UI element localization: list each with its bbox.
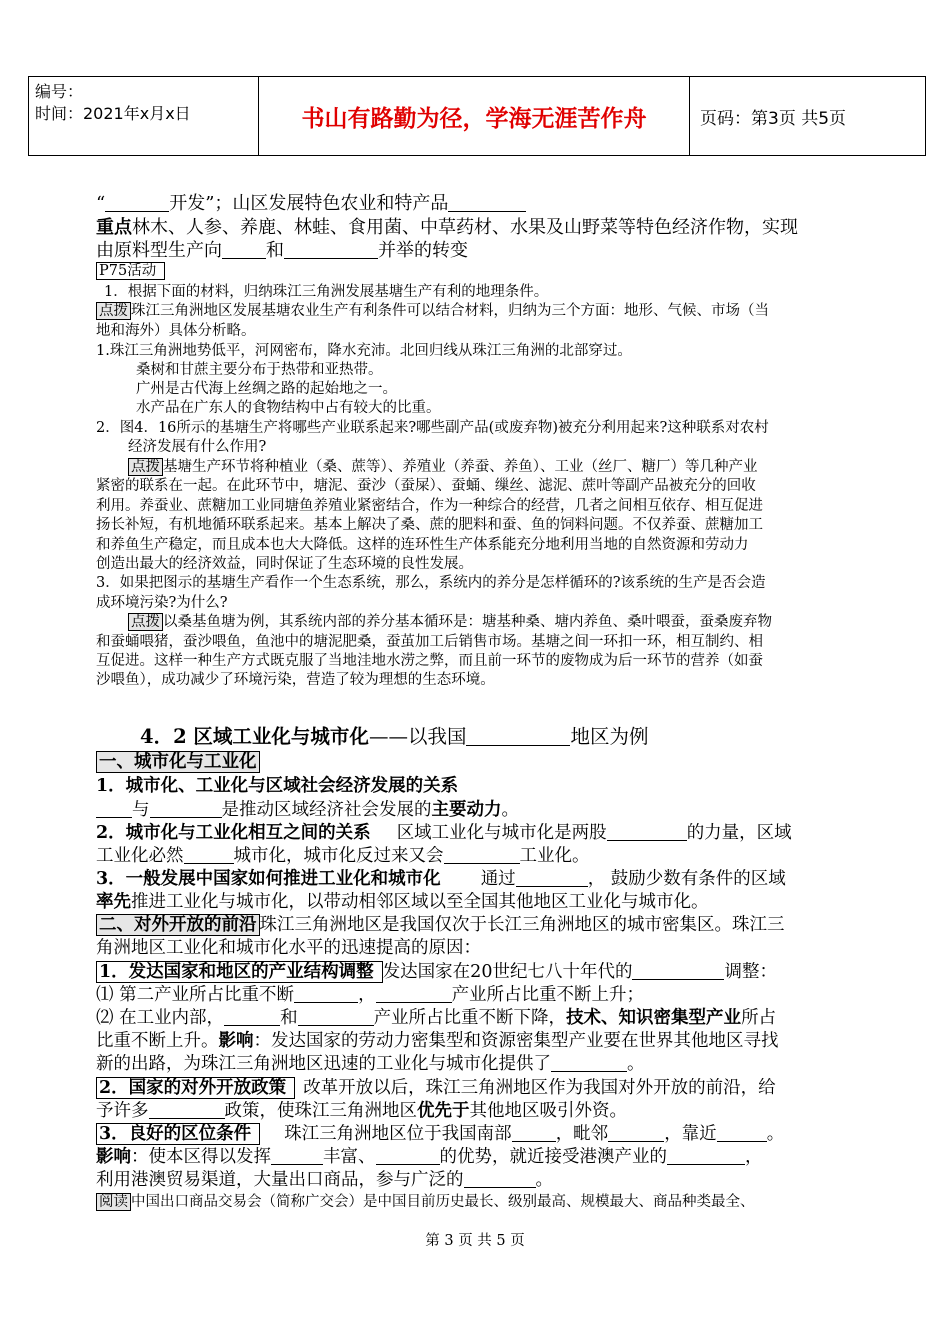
section-title: 4．2 区域工业化与城市化——以我国 地区为例 bbox=[140, 725, 649, 748]
hint-tag: 点拨 bbox=[96, 302, 131, 320]
text-line: 经济发展有什么作用? bbox=[128, 439, 267, 455]
text-line: 2．图4．16所示的基塘生产将哪些产业联系起来?哪些副产品(或废弃物)被充分利用起来?这种联系对农村 bbox=[96, 420, 769, 436]
text-line: 率先推进工业化与城市化，以带动相邻区域以至全国其他地区工业化与城市化。 bbox=[96, 892, 709, 912]
activity-label: P75活动 bbox=[96, 259, 165, 280]
text-line: 桑树和甘蔗主要分布于热带和亚热带。 bbox=[136, 362, 383, 378]
text-line: 点拨 珠江三角洲地区发展基塘农业生产有利条件可以结合材料，归纳为三个方面：地形、气候、市场（当 bbox=[96, 299, 769, 320]
text-line: 和蚕蛹喂猪，蚕沙喂鱼，鱼池中的塘泥肥桑，蚕茧加工后销售市场。基塘之间一环扣一环，相互制约、相 bbox=[96, 634, 763, 650]
text-line: 由原料型生产向 和 并举的转变 bbox=[96, 240, 468, 261]
text-line: 创造出最大的经济效益，同时保证了生态环境的良性发展。 bbox=[96, 556, 473, 572]
text-line: 广州是古代海上丝绸之路的起始地之一。 bbox=[136, 381, 397, 397]
hint-tag: 点拨 bbox=[128, 458, 163, 476]
text-line: 与 是推动区域经济社会发展的主要动力。 bbox=[96, 796, 519, 821]
text-line: 影响：使本区得以发挥 丰富、 的优势，就近接受港澳产业的 ， bbox=[96, 1147, 763, 1167]
header-meta bbox=[29, 77, 259, 155]
text-line: 3．如果把图示的基塘生产看作一个生态系统，那么，系统内的养分是怎样循环的?该系统的生产是否会造 bbox=[96, 575, 766, 591]
text-line: 1.珠江三角洲地势低平，河网密布，降水充沛。北回归线从珠江三角洲的北部穿过。 bbox=[96, 343, 632, 359]
text-line: 角洲地区工业化和城市化水平的迅速提高的原因： bbox=[96, 938, 481, 958]
text-line: 点拨 基塘生产环节将种植业（桑、蔗等）、养殖业（养蚕、养鱼）、工业（丝厂、糖厂）等几种产业 bbox=[128, 455, 758, 476]
text-line: 新的出路，为珠江三角洲地区迅速的工业化与城市化提供了 。 bbox=[96, 1054, 645, 1074]
text-line: 阅读 中国出口商品交易会（简称广交会）是中国目前历史最长、级别最高、规模最大、商品种类最全、 bbox=[96, 1190, 755, 1211]
text-line: 水产品在广东人的食物结构中占有较大的比重。 bbox=[136, 400, 441, 416]
text-line: 互促进。这样一种生产方式既克服了当地洼地水涝之弊，而且前一环节的废物成为后一环节的营养（如蚕 bbox=[96, 653, 763, 669]
text-line: “ 开发”；山区发展特色农业和特产品 bbox=[96, 189, 526, 215]
text-line: 工业化必然 城市化，城市化反过来又会 工业化。 bbox=[96, 846, 590, 866]
header-table bbox=[28, 76, 926, 156]
text-line: 予许多 政策，使珠江三角洲地区优先于其他地区吸引外资。 bbox=[96, 1101, 627, 1121]
point-title: 1．城市化、工业化与区域社会经济发展的关系 bbox=[96, 776, 459, 796]
text-line: 紧密的联系在一起。在此环节中，塘泥、蚕沙（蚕屎）、蚕蛹、缫丝、滤泥、蔗叶等副产品被充分的回收 bbox=[96, 478, 756, 494]
text-line: 扬长补短，有机地循环联系起来。基本上解决了桑、蔗的肥料和蚕、鱼的饲料问题。不仅养蚕、蔗糖加工 bbox=[96, 517, 763, 533]
text-line: 3．一般发展中国家如何推进工业化和城市化 通过 ， 鼓励少数有条件的区域 bbox=[96, 869, 786, 889]
text-line: ⑵ 在工业内部， 和 产业所占比重不断下降，技术、知识密集型产业所占 bbox=[96, 1008, 777, 1028]
text-line: 比重不断上升。影响：发达国家的劳动力密集型和资源密集型产业要在世界其他地区寻找 bbox=[96, 1031, 779, 1051]
text-line: ⑴ 第二产业所占比重不断 ， 产业所占比重不断上升； bbox=[96, 985, 645, 1005]
subsection-heading: 二、对外开放的前沿 bbox=[96, 914, 260, 936]
motto: 书山有路勤为径，学海无涯苦作舟 bbox=[259, 77, 690, 155]
text-line: 3．良好的区位条件 珠江三角洲地区位于我国南部 ，毗邻 ，靠近 。 bbox=[96, 1120, 784, 1145]
text-line: 地和海外）具体分析略。 bbox=[96, 323, 256, 339]
number-label: 编号： bbox=[35, 82, 84, 101]
text-line: 成环境污染?为什么? bbox=[96, 595, 228, 611]
hint-tag: 点拨 bbox=[128, 613, 163, 631]
text-line: 2．城市化与工业化相互之间的关系 区域工业化与城市化是两股 的力量，区域 bbox=[96, 823, 792, 843]
text-line: 1．根据下面的材料，归纳珠江三角洲发展基塘生产有利的地理条件。 bbox=[104, 284, 549, 300]
page-footer: 第 3 页 共 5 页 bbox=[425, 1233, 525, 1249]
text-line: 沙喂鱼），成功减少了环境污染，营造了较为理想的生态环境。 bbox=[96, 672, 495, 688]
key-point-tag: 重点 bbox=[96, 217, 132, 238]
time-label: 时间：2021年x月x日 bbox=[35, 104, 191, 123]
subsection-heading: 一、城市化与工业化 bbox=[96, 748, 260, 773]
text-line: 和养鱼生产稳定，而且成本也大大降低。这样的连环性生产体系能充分地利用当地的自然资源和劳动力 bbox=[96, 537, 749, 553]
text-line: 1．发达国家和地区的产业结构调整 发达国家在20世纪七八十年代的 调整： bbox=[96, 958, 777, 983]
text-line: 重点林木、人参、养鹿、林蛙、食用菌、中草药材、水果及山野菜等特色经济作物，实现 bbox=[96, 217, 798, 238]
text-line: 二、对外开放的前沿 珠江三角洲地区是我国仅次于长江三角洲地区的城市密集区。珠江三 bbox=[96, 911, 785, 936]
text-line: 利用港澳贸易渠道，大量出口商品，参与广泛的 。 bbox=[96, 1170, 553, 1190]
text-line: 点拨 以桑基鱼塘为例，其系统内部的养分基本循环是：塘基种桑、塘内养鱼、桑叶喂蚕，蚕桑废弃物 bbox=[128, 610, 772, 631]
text-line: 利用。养蚕业、蔗糖加工业同塘鱼养殖业紧密结合，作为一种综合的经营，几者之间相互依存、相互促进 bbox=[96, 498, 763, 514]
page-info: 页码：第3页 共5页 bbox=[700, 108, 847, 129]
reading-tag: 阅读 bbox=[96, 1193, 131, 1211]
text-line: 2．国家的对外开放政策 改革开放以后，珠江三角洲地区作为我国对外开放的前沿，给 bbox=[96, 1074, 776, 1099]
